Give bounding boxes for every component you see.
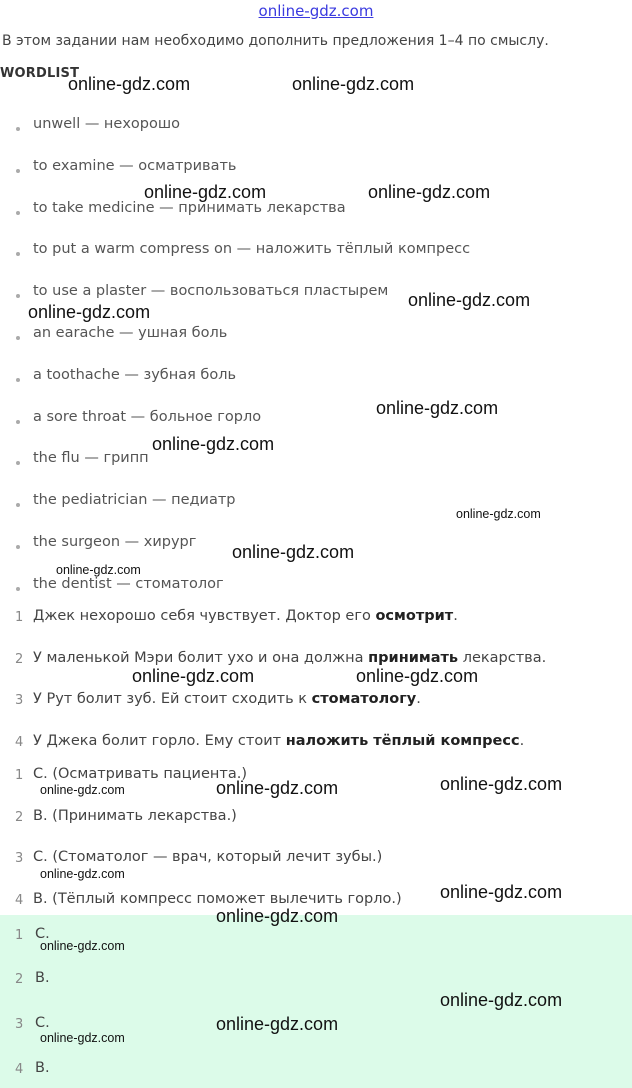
watermark: online-gdz.com <box>152 434 275 454</box>
bullet-icon <box>16 503 20 507</box>
answer-number: 3 <box>15 1017 24 1032</box>
explanation-number: 1 <box>15 768 24 783</box>
watermark: online-gdz.com <box>216 1014 339 1034</box>
explanation-number: 4 <box>15 893 24 908</box>
watermark: online-gdz.com <box>376 398 499 418</box>
sentence-number: 3 <box>15 693 24 708</box>
sentence-number: 1 <box>15 610 24 625</box>
watermark: online-gdz.com <box>144 182 267 202</box>
bullet-icon <box>16 545 20 549</box>
watermark: online-gdz.com <box>40 939 125 953</box>
explanation: В. (Принимать лекарства.) <box>33 808 237 824</box>
watermark: online-gdz.com <box>216 778 339 798</box>
bullet-icon <box>16 420 20 424</box>
answer-number: 2 <box>15 972 24 987</box>
watermark: online-gdz.com <box>216 906 339 926</box>
bullet-icon <box>16 211 20 215</box>
bullet-icon <box>16 461 20 465</box>
watermark: online-gdz.com <box>356 666 479 686</box>
sentence: Джек нехорошо себя чувствует. Доктор его осмотрит. <box>33 608 458 624</box>
watermark: online-gdz.com <box>440 774 563 794</box>
wordlist-item: the flu — грипп <box>33 450 149 466</box>
sentence: У Рут болит зуб. Ей стоит сходить к стоматологу. <box>33 691 421 707</box>
watermark: online-gdz.com <box>368 182 491 202</box>
answer: В. <box>35 1060 50 1076</box>
explanation: С. (Осматривать пациента.) <box>33 766 247 782</box>
watermark: online-gdz.com <box>132 666 255 686</box>
sentence-number: 4 <box>15 735 24 750</box>
wordlist-item: to examine — осматривать <box>33 158 237 174</box>
watermark: online-gdz.com <box>292 74 415 94</box>
watermark: online-gdz.com <box>440 882 563 902</box>
task-intro: В этом задании нам необходимо дополнить предложения 1–4 по смыслу. <box>2 33 549 49</box>
wordlist-item: to use a plaster — воспользоваться пластырем <box>33 283 389 299</box>
wordlist-title: WORDLIST <box>0 66 80 81</box>
watermark: online-gdz.com <box>68 74 191 94</box>
watermark: online-gdz.com <box>456 507 541 521</box>
bullet-icon <box>16 169 20 173</box>
sentence: У Джека болит горло. Ему стоит наложить тёплый компресс. <box>33 733 525 749</box>
watermark: online-gdz.com <box>440 990 563 1010</box>
bullet-icon <box>16 587 20 591</box>
sentence: У маленькой Мэри болит ухо и она должна принимать лекарства. <box>33 650 547 666</box>
explanation: С. (Стоматолог — врач, который лечит зубы.) <box>33 849 383 865</box>
answer: В. <box>35 970 50 986</box>
wordlist-item: a sore throat — больное горло <box>33 409 262 425</box>
wordlist-item: a toothache — зубная боль <box>33 367 237 383</box>
watermark: online-gdz.com <box>408 290 531 310</box>
wordlist-item: to put a warm compress on — наложить тёплый компресс <box>33 241 471 257</box>
watermark: online-gdz.com <box>232 542 355 562</box>
answer: С. <box>35 926 50 942</box>
wordlist-item: the dentist — стоматолог <box>33 576 224 592</box>
bullet-icon <box>16 294 20 298</box>
watermark: online-gdz.com <box>56 563 141 577</box>
watermark: online-gdz.com <box>40 1031 125 1045</box>
explanation-number: 2 <box>15 810 24 825</box>
sentence-number: 2 <box>15 652 24 667</box>
wordlist-item: an earache — ушная боль <box>33 325 228 341</box>
bullet-icon <box>16 252 20 256</box>
site-link[interactable]: online-gdz.com <box>258 2 374 20</box>
bullet-icon <box>16 336 20 340</box>
wordlist-item: unwell — нехорошо <box>33 116 181 132</box>
wordlist-item: to take medicine — принимать лекарства <box>33 200 346 216</box>
watermark: online-gdz.com <box>40 783 125 797</box>
watermark: online-gdz.com <box>40 867 125 881</box>
answer-number: 4 <box>15 1062 24 1077</box>
answer-number: 1 <box>15 928 24 943</box>
watermark: online-gdz.com <box>28 302 151 322</box>
bullet-icon <box>16 127 20 131</box>
explanation: В. (Тёплый компресс поможет вылечить горло.) <box>33 891 402 907</box>
wordlist-item: the surgeon — хирург <box>33 534 197 550</box>
explanation-number: 3 <box>15 851 24 866</box>
bullet-icon <box>16 378 20 382</box>
wordlist-item: the pediatrician — педиатр <box>33 492 236 508</box>
answer: С. <box>35 1015 50 1031</box>
